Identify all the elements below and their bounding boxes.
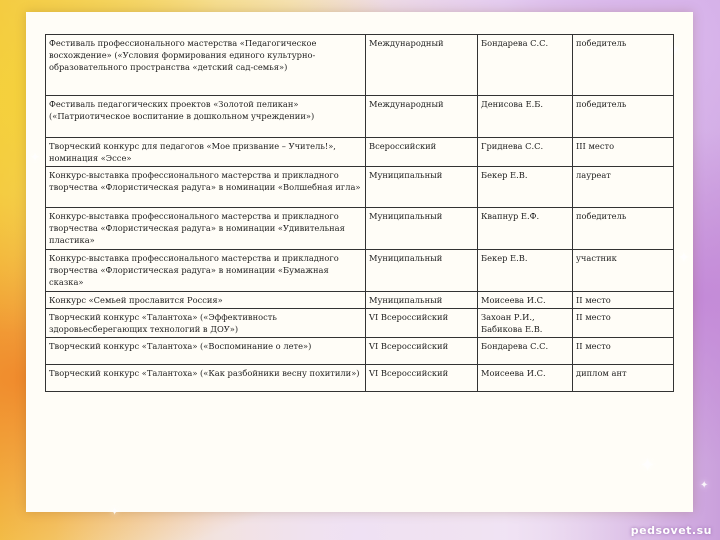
awards-table: [45, 34, 674, 392]
level-cell: Международный: [366, 96, 478, 138]
level-cell: Муниципальный: [366, 208, 478, 250]
event-cell: Фестиваль профессионального мастерства «Педагогическое восхождение» («Условия формирования единого культурно-образовательного пространства «детский сад-семья»): [46, 35, 366, 96]
sparkle-icon: ✦: [678, 250, 690, 266]
level-cell: VI Всероссийский: [366, 309, 478, 338]
table-row: [46, 35, 674, 96]
result-cell: участник: [573, 250, 674, 292]
sparkle-icon: ✦: [668, 40, 682, 59]
result-cell: II место: [573, 309, 674, 338]
table-row: [46, 167, 674, 208]
level-cell: Муниципальный: [366, 250, 478, 292]
level-cell: VI Всероссийский: [366, 338, 478, 365]
person-cell: Бекер Е.В.: [478, 167, 573, 208]
table-row: [46, 365, 674, 392]
result-cell: лауреат: [573, 167, 674, 208]
table-row: [46, 292, 674, 309]
site-watermark: pedsovet.su: [630, 524, 712, 537]
level-cell: Всероссийский: [366, 138, 478, 167]
result-cell: диплом ант: [573, 365, 674, 392]
event-cell: Творческий конкурс «Талантоха» («Воспоминание о лете»): [46, 338, 366, 365]
result-cell: II место: [573, 338, 674, 365]
level-cell: Муниципальный: [366, 167, 478, 208]
level-cell: VI Всероссийский: [366, 365, 478, 392]
event-cell: Конкурс «Семьей прославится Россия»: [46, 292, 366, 309]
table-row: [46, 96, 674, 138]
person-cell: Бондарева С.С.: [478, 35, 573, 96]
event-cell: Творческий конкурс «Талантоха» («Эффективность здоровьесберегающих технологий в ДОУ»): [46, 309, 366, 338]
event-cell: Конкурс-выставка профессионального мастерства и прикладного творчества «Флористическая радуга» в номинации «Бумажная сказка»: [46, 250, 366, 292]
table-row: [46, 338, 674, 365]
event-cell: Творческий конкурс для педагогов «Мое призвание – Учитель!», номинация «Эссе»: [46, 138, 366, 167]
table-row: [46, 250, 674, 292]
person-cell: Бекер Е.В.: [478, 250, 573, 292]
person-cell: Квапнур Е.Ф.: [478, 208, 573, 250]
sparkle-icon: ✦: [700, 480, 709, 491]
table-row: [46, 138, 674, 167]
person-cell: Гриднева С.С.: [478, 138, 573, 167]
level-cell: Международный: [366, 35, 478, 96]
level-cell: Муниципальный: [366, 292, 478, 309]
event-cell: Творческий конкурс «Талантоха» («Как разбойники весну похитили»): [46, 365, 366, 392]
person-cell: Захоан Р.И., Бабикова Е.В.: [478, 309, 573, 338]
person-cell: Моисеева И.С.: [478, 292, 573, 309]
result-cell: II место: [573, 292, 674, 309]
person-cell: Бондарева С.С.: [478, 338, 573, 365]
sparkle-icon: ✦: [30, 150, 41, 164]
result-cell: победитель: [573, 96, 674, 138]
person-cell: Денисова Е.Б.: [478, 96, 573, 138]
sparkle-icon: ✦: [110, 505, 120, 518]
person-cell: Моисеева И.С.: [478, 365, 573, 392]
result-cell: победитель: [573, 35, 674, 96]
sparkle-icon: ✦: [640, 455, 656, 476]
event-cell: Конкурс-выставка профессионального мастерства и прикладного творчества «Флористическая радуга» в номинации «Удивительная пластика»: [46, 208, 366, 250]
event-cell: Конкурс-выставка профессионального мастерства и прикладного творчества «Флористическая радуга» в номинации «Волшебная игла»: [46, 167, 366, 208]
table-row: [46, 208, 674, 250]
event-cell: Фестиваль педагогических проектов «Золотой пеликан» («Патриотическое воспитание в дошкольном учреждении»): [46, 96, 366, 138]
table-row: [46, 309, 674, 338]
result-cell: III место: [573, 138, 674, 167]
result-cell: победитель: [573, 208, 674, 250]
